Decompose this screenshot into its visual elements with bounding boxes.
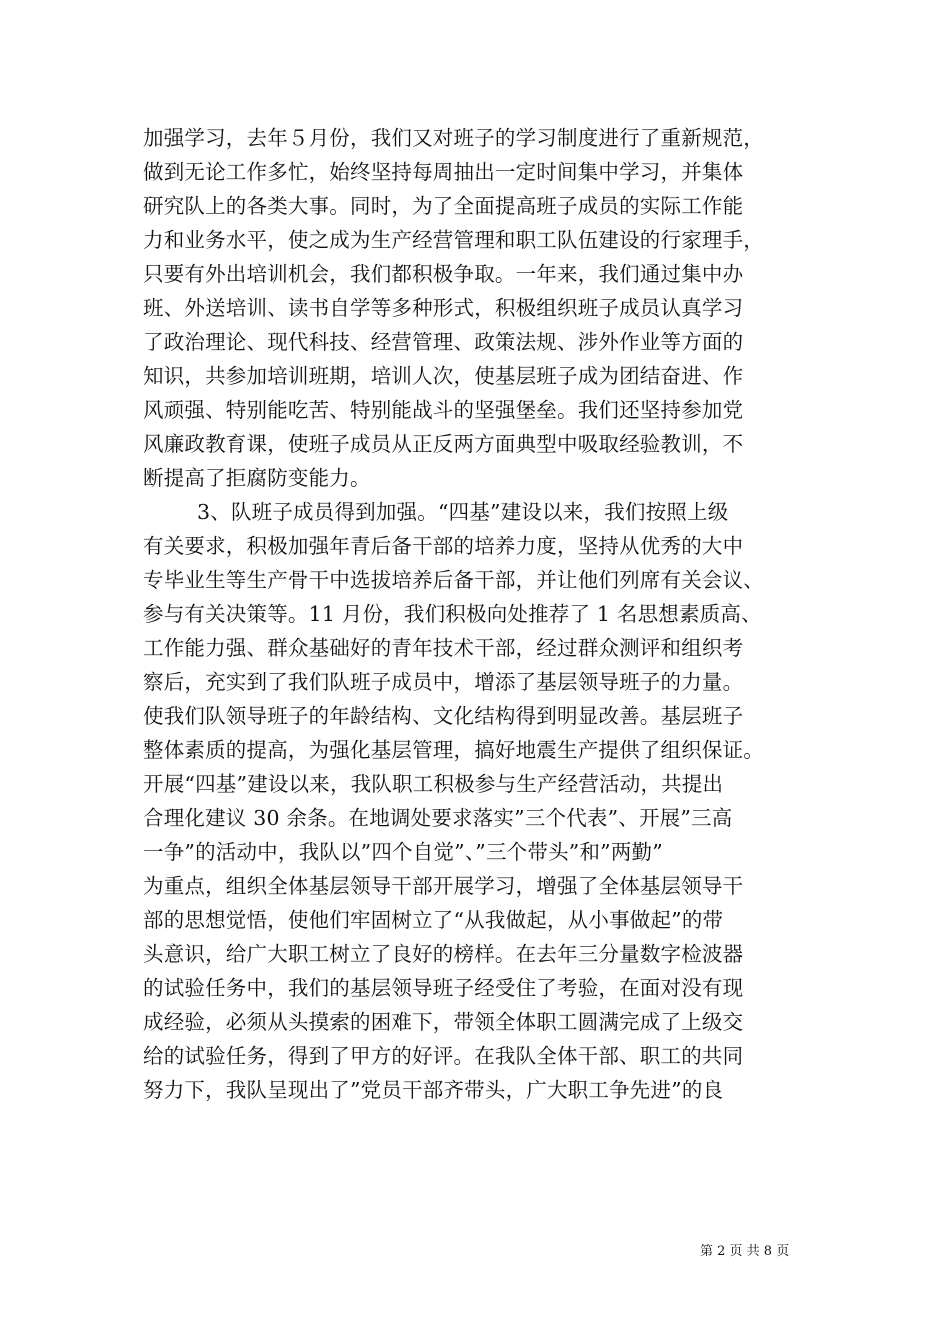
- text-line: 成经验，必须从头摸索的困难下，带领全体职工圆满完成了上级交: [143, 1010, 744, 1034]
- text-line: 有关要求，积极加强年青后备干部的培养力度，坚持从优秀的大中: [143, 534, 744, 558]
- text-line: 工作能力强、群众基础好的青年技术干部，经过群众测评和组织考: [143, 636, 744, 660]
- text-line: 整体素质的提高，为强化基层管理，搞好地震生产提供了组织保证。: [143, 738, 764, 762]
- text-line: 察后，充实到了我们队班子成员中，增添了基层领导班子的力量。: [143, 670, 744, 694]
- text-line: 只要有外出培训机会，我们都积极争取。一年来，我们通过集中办: [143, 262, 744, 286]
- text-line: 风廉政教育课，使班子成员从正反两方面典型中吸取经验教训，不: [143, 432, 744, 456]
- text-line: 班、外送培训、读书自学等多种形式，积极组织班子成员认真学习: [143, 296, 744, 320]
- text-line: 部的思想觉悟，使他们牢固树立了“从我做起，从小事做起”的带: [143, 908, 724, 932]
- text-line: 使我们队领导班子的年龄结构、文化结构得到明显改善。基层班子: [143, 704, 744, 728]
- text-line: 为重点，组织全体基层领导干部开展学习，增强了全体基层领导干: [143, 874, 744, 898]
- text-line: 力和业务水平，使之成为生产经营管理和职工队伍建设的行家理手，: [143, 228, 764, 252]
- text-line: 给的试验任务，得到了甲方的好评。在我队全体干部、职工的共同: [143, 1044, 744, 1068]
- text-line: 努力下，我队呈现出了”党员干部齐带头，广大职工争先进”的良: [143, 1078, 724, 1102]
- text-line: 参与有关决策等。11 月份，我们积极向处推荐了 1 名思想素质高、: [143, 602, 762, 626]
- text-line: 的试验任务中，我们的基层领导班子经受住了考验，在面对没有现: [143, 976, 744, 1000]
- paragraph-start-line: 3、队班子成员得到加强。“四基”建设以来，我们按照上级: [197, 500, 729, 524]
- text-line: 知识，共参加培训班期，培训人次，使基层班子成为团结奋进、作: [143, 364, 744, 388]
- text-line: 做到无论工作多忙，始终坚持每周抽出一定时间集中学习，并集体: [143, 160, 744, 184]
- text-line: 加强学习，去年５月份，我们又对班子的学习制度进行了重新规范，: [143, 126, 764, 150]
- text-line: 头意识，给广大职工树立了良好的榜样。在去年三分量数字检波器: [143, 942, 744, 966]
- text-line: 合理化建议 30 余条。在地调处要求落实”三个代表”、开展”三高: [143, 806, 733, 830]
- text-line: 专毕业生等生产骨干中选拔培养后备干部，并让他们列席有关会议、: [143, 568, 764, 592]
- text-line: 研究队上的各类大事。同时，为了全面提高班子成员的实际工作能: [143, 194, 744, 218]
- text-line: 了政治理论、现代科技、经营管理、政策法规、涉外作业等方面的: [143, 330, 744, 354]
- text-line: 风顽强、特别能吃苦、特别能战斗的坚强堡垒。我们还坚持参加党: [143, 398, 744, 422]
- text-line: 断提高了拒腐防变能力。: [143, 466, 371, 490]
- page-number: 第 2 页 共 8 页: [700, 1244, 790, 1259]
- text-line: 一争”的活动中，我队以”四个自觉”、”三个带头”和”两勤”: [143, 840, 663, 864]
- text-line: 开展“四基”建设以来，我队职工积极参与生产经营活动，共提出: [143, 772, 724, 796]
